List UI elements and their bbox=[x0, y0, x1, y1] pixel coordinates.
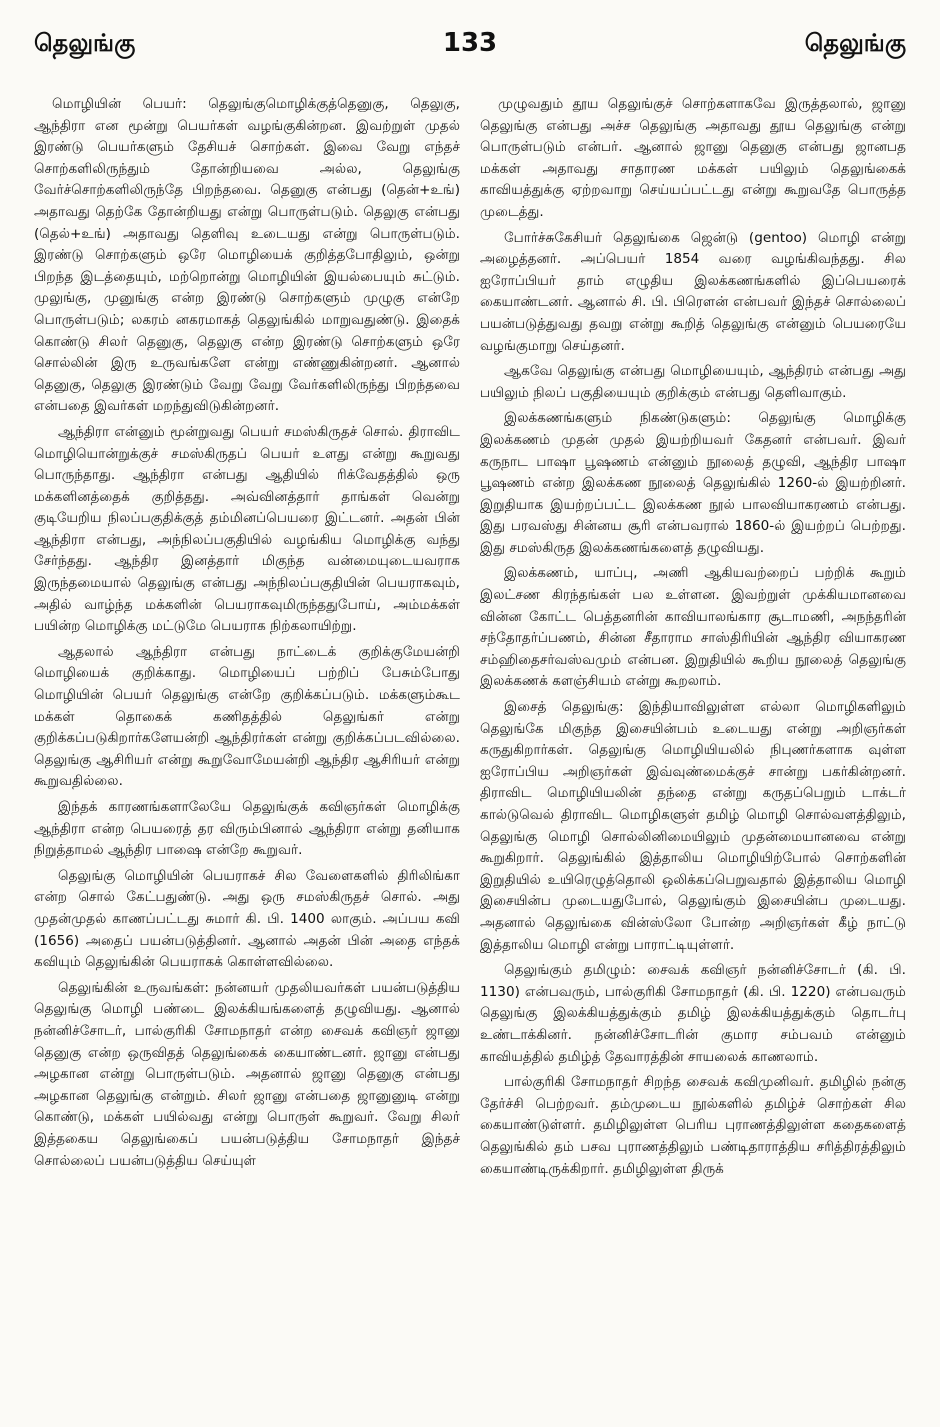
paragraph-gentoo: போர்ச்சுகேசியர் தெலுங்கை ஜென்டு (gentoo) மொழி என்று அழைத்தனர். அப்பெயர் 1854 வரை வழங்கிவந்தது. சில ஐரோப்பியர் தாம் எழுதிய இலக்கணங்களில் இப்பெயரைக் கையாண்டனர். ஆனால் சி. பி. பிரௌன் என்பவர் இந்தச் சொல்லைப் பயன்படுத்துவது தவறு என்று கூறித் தெலுங்கு என்னும் பெயரையே வழங்குமாறு செய்தனர். bbox=[480, 229, 906, 354]
paragraph-andhra-name: ஆந்திரா என்னும் மூன்றுவது பெயர் சமஸ்கிருதச் சொல். திராவிட மொழியொன்றுக்குச் சமஸ்கிருதப் பெயர் உளது என்று கூறுவது பொருந்தாது. ஆந்திரா என்பது ஆதியில் ரிக்வேதத்தில் ஒரு மக்களினத்தைக் குறித்தது. அவ்வினத்தார் தாங்கள் வென்று குடியேறிய நிலப்பகுதிக்குத் தம்மினப்பெயரை இட்டனர். அதன் பின் ஆந்திரா என்பது, அந்நிலப்பகுதியில் வழங்கிய மொழிக்கு வந்து சேர்ந்தது. ஆந்திர இனத்தார் மிகுந்த வன்மையுடையவராக இருந்தமையால் தெலுங்கு என்பது அந்நிலப்பகுதியின் பெயராகவும், அதில் வாழ்ந்த மக்களின் பெயராகவுமிருந்ததுபோய், அம்மக்கள் பயின்ற மொழிக்கு மட்டுமே பெயராக நிற்கலாயிற்று. bbox=[34, 423, 460, 635]
paragraph-musical-telugu: இசைத் தெலுங்கு: இந்தியாவிலுள்ள எல்லா மொழிகளிலும் தெலுங்கே மிகுந்த இசையின்பம் உடையது என்று அறிஞர்கள் கருதுகிறார்கள். தெலுங்கு மொழியியலில் நிபுணர்களாக வுள்ள ஐரோப்பிய அறிஞர்கள் இவ்வுண்மைக்குச் சான்று பகர்கின்றனர். திராவிட மொழியியலின் தந்தை என்று கருதப்பெறும் டாக்டர் கால்டுவெல் திராவிட மொழிகளுள் தமிழ் மொழி சொல்வளத்திலும், தெலுங்கு மொழி சொல்லினிமையிலும் முதன்மையானவை என்று கூறுகிறார். தெலுங்கில் இத்தாலிய மொழியிற்போல் சொற்களின் இறுதியில் உயிரெழுத்தொலி ஒலிக்கப்பெறுவதால் இத்தாலிய மொழி இசையின்ப முடையதுபோல், தெலுங்கும் இசையின்ப முடையது. அதனால் தெலுங்கை வின்ஸ்லோ போன்ற அறிஞர்கள் கீழ் நாட்டு இத்தாலிய மொழி என்று பாராட்டியுள்ளர். bbox=[480, 699, 906, 953]
paragraph-palkuriki: பால்குரிகி சோமநாதர் சிறந்த சைவக் கவிமுனிவர். தமிழில் நன்கு தேர்ச்சி பெற்றவர். தம்முடைய நூல்களில் தமிழ்ச் சொற்கள் சில கையாண்டுள்ளர். தமிழிலுள்ள பெரிய புராணத்திலுள்ள கதைகளைத் தெலுங்கில் தம் பசவ புராணத்திலும் பண்டிதாராத்திய சரித்திரத்திலும் கையாண்டிருக்கிறார். தமிழிலுள்ள திருக் bbox=[480, 1074, 906, 1177]
paragraph-language-name: மொழியின் பெயர்: தெலுங்குமொழிக்குத்தெனுகு, தெலுகு, ஆந்திரா என மூன்று பெயர்கள் வழங்குகின்றன. இவற்றுள் முதல் இரண்டு பெயர்களும் தேசியச் சொற்கள். இவை வேறு எந்தச் சொற்களிலிருந்தும் தோன்றியவை அல்ல, தெலுங்கு வேர்ச்சொற்களிலிருந்தே பிறந்தவை. தெனுகு என்பது (தென்+உங்) அதாவது தெற்கே தோன்றியது என்று பொருள்படும். தெலுகு என்பது (தெல்+உங்) அதாவது தெளிவு உடையது என்று பொருள்படும். இரண்டு சொற்களும் ஒரே மொழியைக் குறித்தபோதிலும், ஒன்று பிறந்த இடத்தையும், மற்றொன்று மொழியின் இயல்பையும் சுட்டும். முலுங்கு, முனுங்கு என்ற இரண்டு சொற்களும் முழுகு என்றே பொருள்படும்; லகரம் னகரமாகத் தெலுங்கில் மாறுவதுண்டு. இதைக் கொண்டு சிலர் தெனுகு, தெலுகு என்ற இரண்டு சொற்களும் ஒரே சொல்லின் இரு உருவங்களே என்று எண்ணுகின்றனர். ஆனால் தெனுகு, தெலுகு இரண்டும் வேறு வேறு வேர்களிலிருந்து பிறந்தவை என்பதை இவர்கள் மறந்துவிடுகின்றனர். bbox=[34, 96, 460, 415]
page-number: 133 bbox=[442, 28, 498, 58]
page-header bbox=[34, 28, 906, 72]
text-columns bbox=[34, 94, 906, 1184]
left-column bbox=[34, 94, 460, 1184]
paragraph-andhra-bhasha: இந்தக் காரணங்களாலேயே தெலுங்குக் கவிஞர்கள் மொழிக்கு ஆந்திரா என்ற பெயரைத் தர விரும்பினால் ஆந்திரா என்று தனியாக நிறுத்தாமல் ஆந்திர பாஷை என்றே கூறுவர். bbox=[34, 799, 460, 859]
running-head-left: தெலுங்கு bbox=[34, 29, 136, 57]
paragraph-trilinga: தெலுங்கு மொழியின் பெயராகச் சில வேளைகளில் திரிலிங்கா என்ற சொல் கேட்பதுண்டு. அது ஒரு சமஸ்கிருதச் சொல். அது முதன்முதல் காணப்பட்டது சுமார் கி. பி. 1400 லாகும். அப்பய கவி (1656) அதைப் பயன்படுத்தினர். ஆனால் அதன் பின் அதை எந்தக் கவியும் தெலுங்கின் பெயராகக் கொள்ளவில்லை. bbox=[34, 867, 460, 971]
paragraph-janu-telugu: முழுவதும் தூய தெலுங்குச் சொற்களாகவே இருத்தலால், ஜானு தெலுங்கு என்பது அச்ச தெலுங்கு அதாவது தூய தெலுங்கு என்று பொருள்படும் என்பர். ஆனால் ஜானு தெனுகு என்பது ஜானபத மக்கள் அதாவது சாதாரண மக்கள் பயிலும் தெலுங்கைக் காவியத்துக்கு ஏற்றவாறு செய்யப்பட்டது என்று கூறுவதே பொருத்த முடைத்து. bbox=[480, 96, 906, 220]
paragraph-telugu-and-tamil: தெலுங்கும் தமிழும்: சைவக் கவிஞர் நன்னிச்சோடர் (கி. பி. 1130) என்பவரும், பால்குரிகி சோமநாதர் (கி. பி. 1220) என்பவரும் தெலுங்கு இலக்கியத்துக்கும் தமிழ் இலக்கியத்துக்கும் தொடர்பு உண்டாக்கினர். நன்னிச்சோடரின் குமார சம்பவம் என்னும் காவியத்தில் தமிழ்த் தேவாரத்தின் சாயலைக் காணலாம். bbox=[480, 962, 906, 1065]
paragraph-conclusion: ஆகவே தெலுங்கு என்பது மொழியையும், ஆந்திரம் என்பது அது பயிலும் நிலப் பகுதியையும் குறிக்கும் என்பது தெளிவாகும். bbox=[480, 363, 906, 401]
running-head-right: தெலுங்கு bbox=[804, 29, 906, 57]
paragraph-andhra-country: ஆதலால் ஆந்திரா என்பது நாட்டைக் குறிக்குமேயன்றி மொழியைக் குறிக்காது. மொழியைப் பற்றிப் பேசும்போது மொழியின் பெயர் தெலுங்கு என்றே குறிக்கப்படும். மக்களும்கூட மக்கள் தொகைக் கணிதத்தில் தெலுங்கர் என்று குறிக்கப்படுகிறார்களேயன்றி ஆந்திரர்கள் என்று குறிக்கப்படவில்லை. தெலுங்கு ஆசிரியர் என்று கூறுவோமேயன்றி ஆந்திர ஆசிரியர் என்று கூறுவதில்லை. bbox=[34, 643, 460, 790]
paragraph-telugu-forms: தெலுங்கின் உருவங்கள்: நன்னயர் முதலியவர்கள் பயன்படுத்திய தெலுங்கு மொழி பண்டை இலக்கியங்களைத் தழுவியது. ஆனால் நன்னிச்சோடர், பால்குரிகி சோமநாதர் என்ற சைவக் கவிஞர் ஜானு தெனுகு என்ற ஒருவிதத் தெலுங்கைக் கையாண்டனர். ஜானு என்பது அழகான என்று பொருள்படும். அதனால் ஜானு தெனுகு என்பது அழகான தெலுங்கு என்றும். சிலர் ஜானு என்பதை ஜானுனுடி என்று கொண்டு, மக்கள் பயில்வது என்று பொருள் கூறுவர். வேறு சிலர் இத்தகைய தெலுங்கைப் பயன்படுத்திய சோமநாதர் இந்தச் சொல்லைப் பயன்படுத்திய செய்யுள் bbox=[34, 979, 460, 1169]
paragraph-grammars: இலக்கணங்களும் நிகண்டுகளும்: தெலுங்கு மொழிக்கு இலக்கணம் முதன் முதல் இயற்றியவர் கேதனர் என்பவர். இவர் கருநாட பாஷா பூஷணம் என்னும் நூலைத் தழுவி, ஆந்திர பாஷா பூஷணம் என்ற இலக்கண நூலைத் தெலுங்கில் 1260-ல் இயற்றினர். இறுதியாக இயற்றப்பட்ட இலக்கண நூல் பாலவியாகரணம் என்பது. இது பரவஸ்து சின்னய சூரி என்பவரால் 1860-ல் இயற்றப் பெற்றது. இது சமஸ்கிருத இலக்கணங்களைத் தழுவியது. bbox=[480, 410, 906, 556]
paragraph-lakshana-granthas: இலக்கணம், யாப்பு, அணி ஆகியவற்றைப் பற்றிக் கூறும் இலட்சண கிரந்தங்கள் பல உள்ளன. இவற்றுள் முக்கியமானவை வின்ன கோட்ட பெத்தனரின் காவியாலங்கார சூடாமணி, அநந்தரின் சந்தோதர்ப்பணம், சின்ன சீதாராம சாஸ்திரியின் ஆந்திர வியாகரண சம்ஹிதைசர்வஸ்வமும் என்பன. இறுதியில் கூறிய நூலைத் தெலுங்கு இலக்கணக் களஞ்சியம் என்று கூறலாம். bbox=[480, 565, 906, 690]
right-column bbox=[480, 94, 906, 1184]
